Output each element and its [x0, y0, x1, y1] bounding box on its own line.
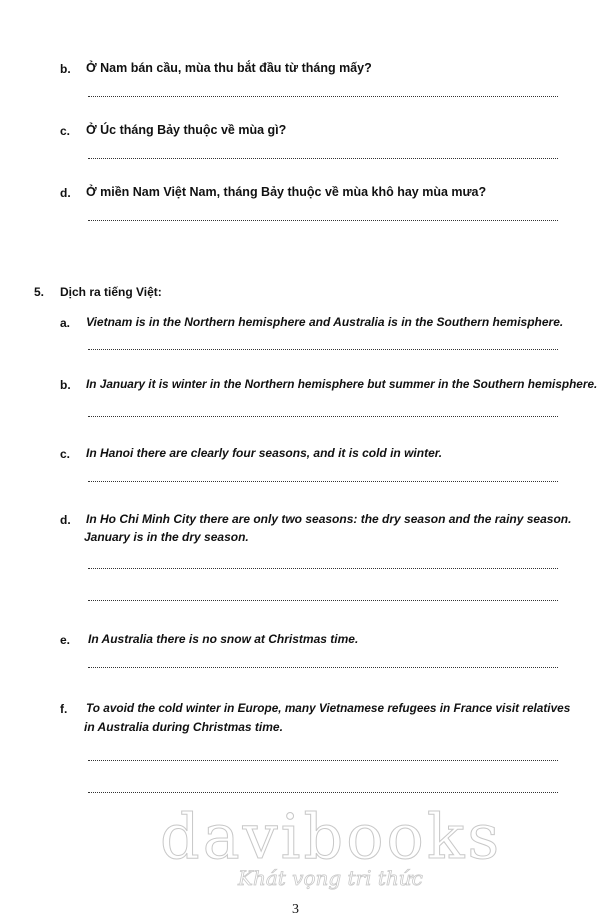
item-c-text: In Hanoi there are clearly four seasons, and it is cold in winter.: [86, 446, 443, 460]
answer-line: [88, 481, 558, 482]
answer-line: [88, 760, 558, 761]
item-f-text-line1: To avoid the cold winter in Europe, many Vietnamese refugees in France visit relatives: [86, 701, 571, 715]
question-d-text: Ở miền Nam Việt Nam, tháng Bảy thuộc về mùa khô hay mùa mưa?: [86, 185, 487, 199]
item-a-text: Vietnam is in the Northern hemisphere and Australia is in the Southern hemisphere.: [86, 315, 564, 329]
item-b-text: In January it is winter in the Northern hemisphere but summer in the Southern hemisphere.: [86, 377, 598, 391]
item-d-text-line2: January is in the dry season.: [84, 530, 249, 544]
item-f-letter: f.: [60, 702, 68, 716]
item-e-letter: e.: [60, 633, 71, 647]
item-e-text: In Australia there is no snow at Christmas time.: [88, 632, 359, 646]
question-c-letter: c.: [60, 124, 71, 138]
section-title: Dịch ra tiếng Việt:: [60, 285, 162, 299]
item-d-text-line1: In Ho Chi Minh City there are only two seasons: the dry season and the rainy season.: [86, 512, 572, 526]
item-f-text-line2: in Australia during Christmas time.: [84, 720, 283, 734]
answer-line: [88, 349, 558, 350]
item-b-letter: b.: [60, 378, 71, 392]
page-number: 3: [292, 902, 299, 917]
watermark-tagline: Khát vọng tri thức: [238, 866, 423, 890]
question-b-text: Ở Nam bán cầu, mùa thu bắt đầu từ tháng mấy?: [86, 61, 372, 75]
question-d-letter: d.: [60, 186, 71, 200]
question-b-letter: b.: [60, 62, 71, 76]
item-d-letter: d.: [60, 513, 71, 527]
answer-line: [88, 568, 558, 569]
answer-line: [88, 158, 558, 159]
answer-line: [88, 96, 558, 97]
answer-line: [88, 792, 558, 793]
answer-line: [88, 667, 558, 668]
answer-line: [88, 600, 558, 601]
watermark-logo: davibooks: [160, 800, 503, 873]
item-a-letter: a.: [60, 316, 71, 330]
item-c-letter: c.: [60, 447, 71, 461]
section-number: 5.: [34, 285, 45, 299]
question-c-text: Ở Úc tháng Bảy thuộc về mùa gì?: [86, 123, 287, 137]
answer-line: [88, 220, 558, 221]
answer-line: [88, 416, 558, 417]
